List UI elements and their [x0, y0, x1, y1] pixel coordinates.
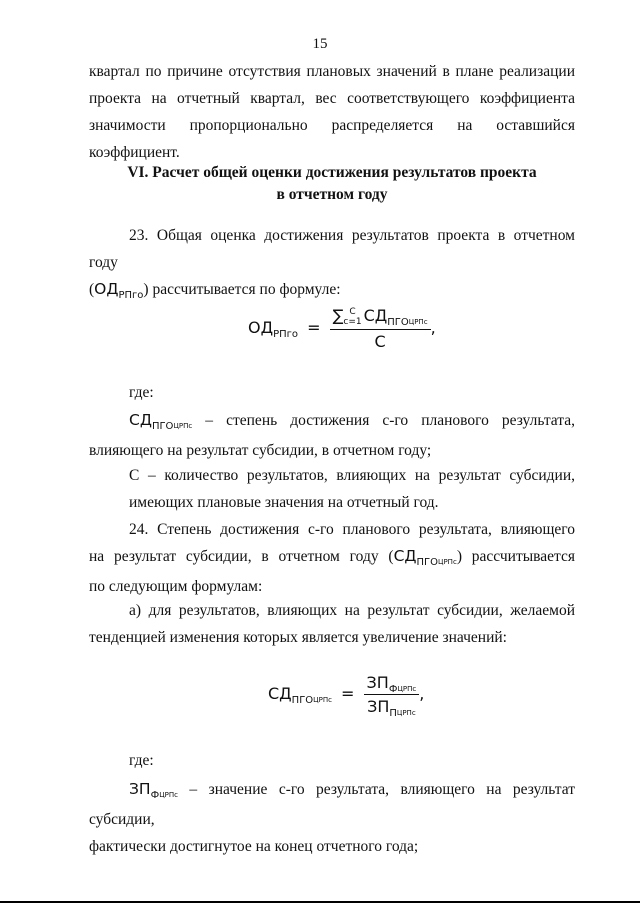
formula1-lhs: $ОД_{РПго}$ [248, 317, 299, 340]
formula2-fraction [364, 673, 420, 719]
formula2-trailing: , [419, 684, 425, 703]
formula1-equals: = [307, 317, 321, 337]
p23-line-1: 23. Общая оценка достижения результатов проекта в отчетном году [89, 227, 575, 271]
zpf-symbol: $ЗП_ФЦРПс$ [129, 780, 178, 801]
formula1-trailing: , [430, 317, 436, 337]
definition-sdpgo [89, 407, 575, 464]
formula2-denominator: $ЗП_ПЦРПс$ [367, 697, 416, 719]
intro-line-1: квартал по причине отсутствия плановых значений в плане реализации [89, 63, 575, 80]
def3-line-2: фактически достигнутое на конец отчетного года; [89, 838, 419, 855]
paragraph-24 [89, 516, 575, 600]
def3-line-1: $ЗП_ФЦРПс$ – значение с-го результата, влияющего на результат субсидии, [89, 780, 575, 828]
formula-od-rpgo [248, 306, 436, 351]
formula1-numerator: ∑ C c=1 $СД_{ПГО}ЦРПс$ [330, 306, 431, 330]
formula1-denominator: C [374, 331, 386, 351]
section-heading-line-1: VI. Расчет общей оценки достижения результатов проекта [127, 164, 537, 181]
formula2-equals: = [341, 684, 355, 703]
intro-line-3: значимости пропорционально распределяется на оставшийся коэффициент. [89, 117, 575, 161]
page-number: 15 [312, 36, 328, 52]
formula2-lhs: $СД_{ПГО}ЦРПс$ [268, 684, 332, 706]
def1-line-1: $СД_{ПГО}ЦРПс$ – степень достижения с-го планового результата, [129, 411, 575, 432]
definition-zpf [89, 776, 575, 860]
intro-paragraph [89, 58, 575, 166]
sum-limits: C c=1 [343, 306, 362, 327]
def2-line-2: имеющих плановые значения на отчетный год. [129, 494, 439, 511]
section-heading [89, 162, 575, 206]
sdpgo-symbol: $СД_{ПГО}ЦРПс$ [129, 411, 193, 432]
where-label-1: где: [129, 384, 154, 401]
item-a [89, 597, 575, 651]
od-rpgo-symbol: $ОД_{РПго}$ [94, 280, 144, 301]
def2-line-1: С – количество результатов, влияющих на результат субсидии, [129, 467, 575, 484]
where-label-2: где: [129, 752, 154, 769]
item-a-line-2: тенденцией изменения которых является увеличение значений: [89, 629, 507, 646]
section-heading-line-2: в отчетном году [276, 186, 388, 203]
sdpgo-inline-symbol: $СД_{ПГО}ЦРПс$ [393, 547, 457, 568]
item-a-line-1: а) для результатов, влияющих на результат субсидии, желаемой [129, 602, 575, 619]
definition-c [89, 462, 575, 516]
formula2-numerator: $ЗП_ФЦРПс$ [364, 673, 420, 695]
page-bottom-edge [0, 901, 640, 903]
sum-symbol: ∑ [332, 306, 344, 325]
paragraph-23 [89, 222, 575, 305]
formula-sdpgo [268, 673, 425, 719]
intro-line-2: проекта на отчетный квартал, вес соответствующего коэффициента [89, 90, 575, 107]
formula1-fraction [330, 306, 431, 351]
p24-line-1: 24. Степень достижения с-го планового результата, влияющего [129, 521, 575, 538]
p23-line-2: $(ОД_{РПго})$ рассчитывается по формуле: [89, 280, 341, 301]
p24-line-2: на результат субсидии, в отчетном году $(СД_{ПГО}ЦРПс)$ рассчитывается [89, 547, 575, 568]
def1-line-2: влияющего на результат субсидии, в отчетном году; [89, 442, 432, 459]
p24-line-3: по следующим формулам: [89, 578, 263, 595]
